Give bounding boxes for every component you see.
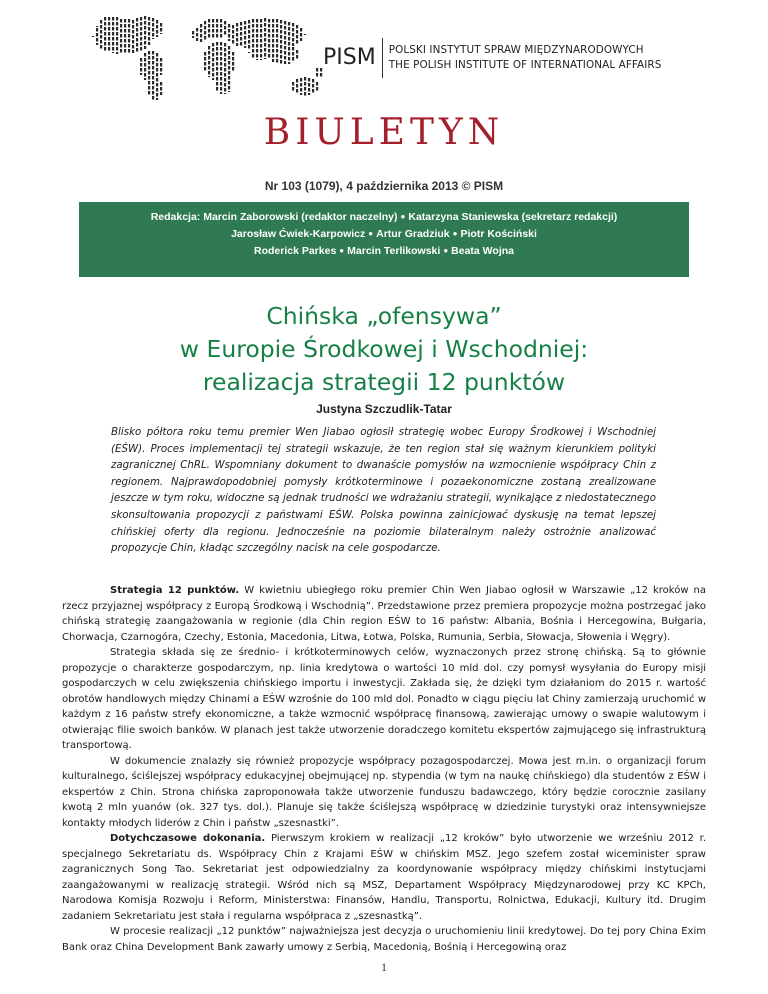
editorial-secretary: Katarzyna Staniewska (sekretarz redakcji) [408,211,618,223]
paragraph-text: Pierwszym krokiem w realizacji „12 kroków” było utworzenie we wrześniu 2012 r. specjalnego Sekretariatu ds. Współpracy Chin z Krajami EŚW w chińskim MSZ. Jego szefem został wiceminister spraw zagranicznych Song Tao. Sekretariat jest odpowiedzialny za koordynowanie współpracy między chińskimi instytucjami zaangażowanymi w realizację strategii. Wśród nich są MSZ, Departament Współpracy Międzynarodowej przy KC KPCh, Narodowa Komisja Rozwoju i Reform, Ministerstwa: Finansów, Handlu, Transportu, Rolnictwa, Edukacji, Kultury itd. Drugim zadaniem Sekretariatu jest stała i regularna współpraca z „szesnastką”. [62,833,706,922]
separator-dot: ● [452,229,458,238]
separator-dot: ● [443,246,449,255]
paragraph: W procesie realizacji „12 punktów” najważniejsza jest decyzja o uruchomieniu linii kredytowej. Do tej pory China Exim Bank oraz China Development Bank zawarły umowy z Serbią, Macedonią, Bośnią i Hercegowiną oraz [62,926,706,953]
pism-brand [323,38,661,78]
issue-info: Nr 103 (1079), 4 października 2013 © PISM [264,179,504,193]
editor-name: Marcin Terlikowski [347,245,441,257]
editorial-line-2 [79,226,689,243]
editor-name: Artur Gradziuk [376,228,450,240]
title-line: w Europie Środkowej i Wschodniej: [179,335,589,363]
editor-name: Beata Wojna [451,245,514,257]
org-abbreviation: PISM [323,38,383,78]
section-heading: Dotychczasowe dokonania. [110,833,266,844]
article-body [62,583,706,955]
masthead-title: BIULETYN [263,112,505,153]
world-map-logo [82,6,344,108]
editor-name: Jarosław Ćwiek-Karpowicz [231,228,366,240]
title-line: Chińska „ofensywa” [266,302,502,330]
editor-name: Roderick Parkes [253,245,337,257]
org-name-polish: POLSKI INSTYTUT SPRAW MIĘDZYNARODOWYCH [388,44,644,56]
separator-dot: ● [339,246,345,255]
article-lead: Blisko półtora roku temu premier Wen Jiabao ogłosił strategię wobec Europy Środkowej i Wschodniej (EŚW). Proces implementacji tej strategii wskazuje, że ten region stał się ważnym kierunkiem polityki zagranicznej ChRL. Wspomniany dokument to dwanaście pomysłów na wzmocnienie współpracy Chin z regionem. Najprawdopodobniej pomysły krótkoterminowe i pozaekonomiczne zostaną zrealizowane jeszcze w tym roku, widoczne są jednak trudności we wdrażaniu strategii, wynikające z niedostatecznego skonsultowania propozycji z państwami EŚW. Polska powinna zainicjować dyskusję na temat lepszej chińskiej oferty dla regionu. Jednocześnie na poziomie bilateralnym należy ostrożnie analizować propozycje Chin, kładąc szczególny nacisk na cele gospodarcze. [111,426,656,555]
paragraph: Strategia składa się ze średnio- i krótkoterminowych celów, wyznaczonych przez stronę chińską. Są to głównie propozycje o charakterze gospodarczym, np. linia kredytowa o wartości 10 mld dol. czy pomysł wysyłania do Europy misji gospodarczych w celu zwiększenia chińskiego importu i inwestycji. Zakłada się, że dzięki tym działaniom do 2015 r. wartość obrotów handlowych między Chinami a EŚW wzrośnie do 100 mld dol. Ponadto w ciągu pięciu lat Chiny zamierzają uruchomić w każdym z 16 państw strefy ekonomiczne, a także wzmocnić współpracę finansową, zawierając umowy o swapie walutowym i otwierając filie swoich banków. W planach jest także utworzenie doradczego komitetu ekspertów zajmującego się infrastrukturą transportową. [62,647,706,751]
article-title [0,300,768,399]
editorial-line-1 [79,209,689,226]
separator-dot: ● [368,229,374,238]
editor-name: Piotr Kościński [460,228,537,240]
paragraph [62,583,706,645]
article-author: Justyna Szczudlik-Tatar [316,402,452,416]
editorial-line-3 [79,243,689,260]
page-number: 1 [381,960,387,974]
editor-in-chief: Redakcja: Marcin Zaborowski (redaktor naczelny) [150,211,398,223]
title-line: realizacja strategii 12 punktów [202,368,566,396]
paragraph: W dokumencie znalazły się również propozycje współpracy pozagospodarczej. Mowa jest m.in. o organizacji forum kulturalnego, ściślejszej współpracy edukacyjnej obejmującej np. stypendia (w tym na naukę chińskiego) dla studentów z EŚW i ekspertów z Chin. Strona chińska zaproponowała także utworzenie funduszu badawczego, który będzie corocznie zasilany kwotą 2 mln yuanów (ok. 327 tys. dol.). Planuje się także ściślejszą współpracę w dziedzinie turystyki oraz intensywniejsze kontakty młodych liderów z Chin i państw „szesnastki”. [62,755,706,829]
editorial-board-band [79,202,689,277]
paragraph [62,831,706,924]
paragraph-text: W kwietniu ubiegłego roku premier Chin Wen Jiabao ogłosił w Warszawie „12 kroków na rzecz przyjaznej współpracy z Europą Środkową i Wschodnią”. Przedstawione przez premiera propozycje można postrzegać jako chińską strategię zaangażowania w regionie (dla Chin region EŚW to 16 państw: Albania, Bośnia i Hercegowina, Bułgaria, Chorwacja, Czarnogóra, Czechy, Estonia, Macedonia, Litwa, Łotwa, Polska, Rumunia, Serbia, Słowacja, Słowenia i Węgry). [62,585,706,643]
section-heading: Strategia 12 punktów. [110,585,240,596]
separator-dot: ● [400,212,406,221]
org-name-english: THE POLISH INSTITUTE OF INTERNATIONAL AFFAIRS [388,59,662,71]
